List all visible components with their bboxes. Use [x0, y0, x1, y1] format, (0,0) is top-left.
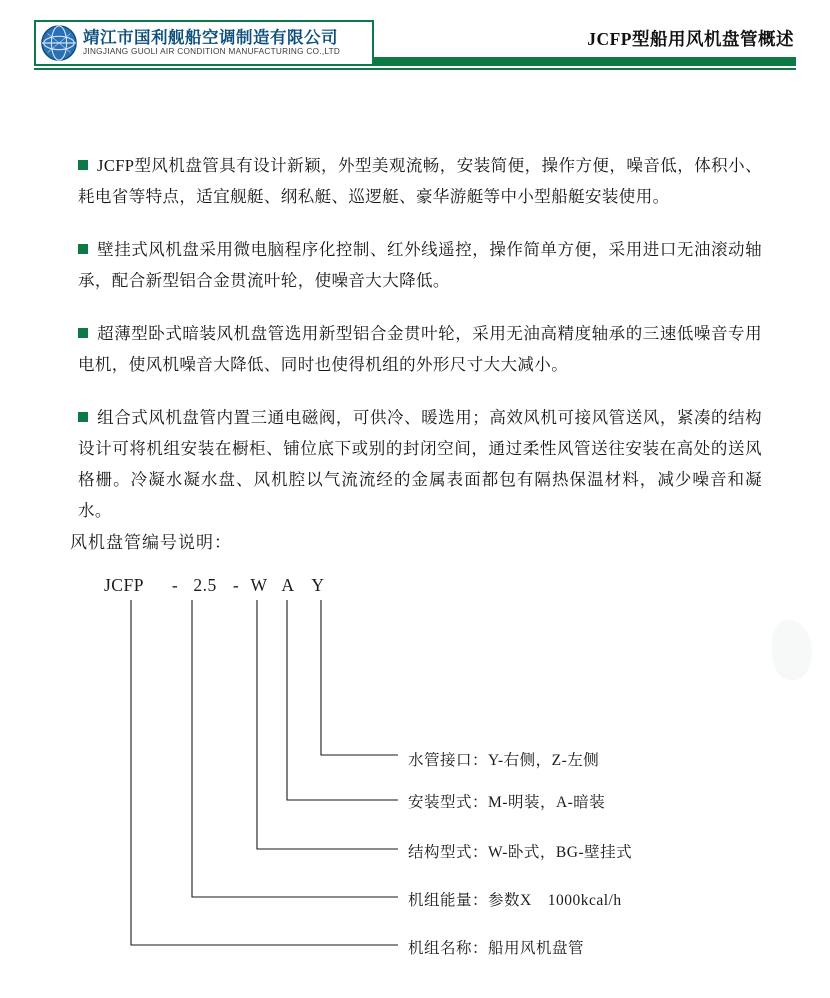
- paragraph-2: [78, 234, 762, 296]
- code-water: Y: [311, 575, 325, 595]
- paragraph-3: [78, 318, 762, 380]
- code-model: JCFP: [104, 575, 144, 595]
- paragraph-3-text: 超薄型卧式暗装风机盘管选用新型铝合金贯叶轮，采用无油高精度轴承的三速低噪音专用电机，使风机噪音大降低、同时也使得机组的外形尺寸大大减小。: [78, 324, 762, 374]
- legend-unit-name: 机组名称：船用风机盘管: [408, 940, 585, 957]
- paragraph-4: [78, 402, 762, 526]
- code-install: A: [281, 575, 295, 595]
- page-title: JCFP型船用风机盘管概述: [587, 29, 794, 49]
- model-code-row: [104, 575, 332, 596]
- company-name-group: [83, 29, 340, 57]
- legend-unit-capacity: 机组能量：参数X 1000kcal/h: [408, 892, 622, 909]
- company-name-en: JINGJIANG GUOLI AIR CONDITION MANUFACTURING CO.,LTD: [83, 47, 341, 57]
- square-bullet-icon: [78, 412, 88, 422]
- code-capacity: 2.5: [193, 575, 217, 595]
- document-body: [0, 150, 830, 548]
- globe-logo-icon: [40, 24, 78, 62]
- legend-structure-type: 结构型式：W-卧式，BG-壁挂式: [408, 844, 633, 861]
- paragraph-4-text: 组合式风机盘管内置三通电磁阀，可供冷、暖选用；高效风机可接风管送风，紧凑的结构设计可将机组安装在橱柜、铺位底下或别的封闭空间，通过柔性风管送往安装在高处的送风格栅。冷凝水凝水盘、风机腔以气流流经的金属表面都包有隔热保温材料，减少噪音和凝水。: [78, 408, 762, 520]
- header-green-bar-thin: [34, 68, 796, 70]
- legend-install-type: 安装型式：M-明装，A-暗装: [408, 794, 606, 811]
- square-bullet-icon: [78, 244, 88, 254]
- company-name-cn: 靖江市国利舰船空调制造有限公司: [83, 28, 338, 48]
- paper-watermark: [772, 620, 812, 680]
- paragraph-2-text: 壁挂式风机盘采用微电脑程序化控制、红外线遥控，操作简单方便，采用进口无油滚动轴承，配合新型铝合金贯流叶轮，使噪音大大降低。: [78, 240, 762, 290]
- naming-section-title: 风机盘管编号说明：: [70, 533, 232, 552]
- paragraph-1-text: JCFP型风机盘管具有设计新颖，外型美观流畅，安装简便，操作方便，噪音低，体积小、耗电省等特点，适宜舰艇、纲私艇、巡逻艇、豪华游艇等中小型船艇安装使用。: [78, 156, 762, 206]
- code-structure: W: [250, 575, 268, 595]
- square-bullet-icon: [78, 328, 88, 338]
- square-bullet-icon: [78, 160, 88, 170]
- paragraph-1: [78, 150, 762, 212]
- code-dash-1: -: [171, 575, 179, 595]
- code-dash-2: -: [232, 575, 240, 595]
- page-header: [0, 0, 830, 78]
- company-logo-block: [34, 20, 374, 66]
- legend-water-connection: 水管接口：Y-右侧，Z-左侧: [408, 752, 600, 769]
